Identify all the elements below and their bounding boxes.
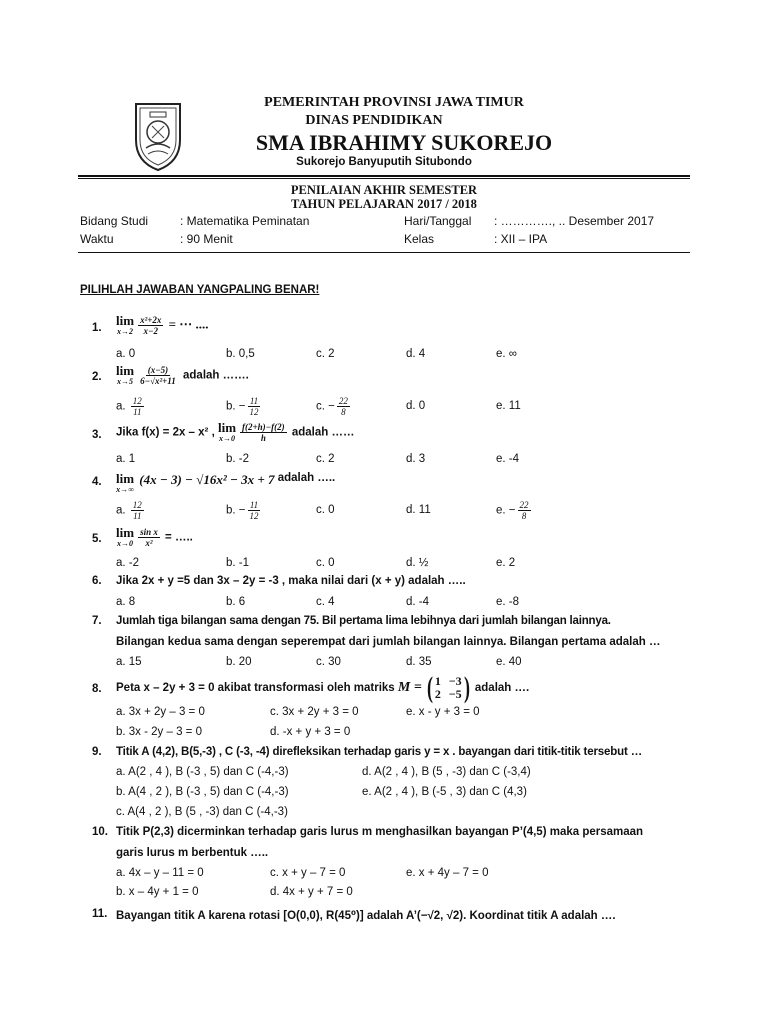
header-divider-thin xyxy=(78,178,690,179)
option-e[interactable]: e. x + 4y – 7 = 0 xyxy=(406,867,489,879)
option-b[interactable]: b. − $\frac{11}{12}$ xyxy=(226,396,259,417)
option-d[interactable]: d. ½ xyxy=(406,557,429,569)
option-e[interactable]: e. 11 xyxy=(496,400,521,412)
option-b[interactable]: b. A(4 , 2 ), B (-3 , 5) dan C (-4,-3) xyxy=(116,786,289,798)
option-e[interactable]: e. 40 xyxy=(496,656,522,668)
option-b[interactable]: b. − $\frac{11}{12}$ xyxy=(226,500,259,521)
question-10-line1: Titik P(2,3) dicerminkan terhadap garis lurus m menghasilkan bayangan P’(4,5) maka persamaan xyxy=(116,826,644,838)
info-divider xyxy=(78,252,690,253)
instruction: PILIHLAH JAWABAN YANGPALING BENAR! xyxy=(80,284,320,296)
option-a[interactable]: a. 15 xyxy=(116,656,142,668)
option-a[interactable]: a. 1 xyxy=(116,453,136,465)
option-e[interactable]: e. 2 xyxy=(496,557,516,569)
option-c[interactable]: c. − $\frac{22}{8}$ xyxy=(316,396,348,417)
option-d[interactable]: d. 11 xyxy=(406,504,431,516)
limit-fraction: $\frac{f(2+h)-f(2)}{h}$ xyxy=(242,422,285,443)
option-b[interactable]: b. 20 xyxy=(226,656,252,668)
question-2: lim x→5 $\frac{(x-5)}{\text{6−√x²+11}}$ adalah ……. xyxy=(116,363,249,386)
option-d[interactable]: d. A(2 , 4 ), B (5 , -3) dan C (-3,4) xyxy=(362,766,531,778)
date-value: : …………., .. Desember 2017 xyxy=(494,214,655,228)
limit-operator: lim x→∞ xyxy=(116,471,135,494)
option-a[interactable]: a. $\frac{12}{11}$ xyxy=(116,500,142,521)
question-number: 3. xyxy=(92,429,102,441)
header-department: DINAS PENDIDIKAN xyxy=(305,113,443,128)
date-label: Hari/Tanggal xyxy=(404,214,472,228)
limit-operator: lim x→0 xyxy=(217,420,237,443)
option-d[interactable]: d. -4 xyxy=(406,596,430,608)
header-divider xyxy=(78,175,690,177)
question-8: Peta x – 2y + 3 = 0 akibat transformasi oleh matriks M = ( 1 −3 2 −5 ) adalah …. xyxy=(116,671,530,704)
option-d[interactable]: d. 3 xyxy=(406,453,426,465)
option-c[interactable]: c. 0 xyxy=(316,504,335,516)
option-a[interactable]: a. -2 xyxy=(116,557,140,569)
time-label: Waktu xyxy=(80,232,114,246)
question-number: 1. xyxy=(92,322,102,334)
option-b[interactable]: b. 6 xyxy=(226,596,246,608)
option-d[interactable]: d. 4x + y + 7 = 0 xyxy=(270,886,353,898)
question-number: 4. xyxy=(92,476,102,488)
question-5: lim x→0 $\frac{\text{sin x}}{\text{x²}}$ = ….. xyxy=(116,525,193,548)
option-b[interactable]: b. 3x - 2y – 3 = 0 xyxy=(116,726,202,738)
option-e[interactable]: e. A(2 , 4 ), B (-5 , 3) dan C (4,3) xyxy=(362,786,527,798)
option-e[interactable]: e. x - y + 3 = 0 xyxy=(406,706,480,718)
question-11: Bayangan titik A karena rotasi [O(0,0), R(45⁰)] adalah A’(−√2, √2). Koordinat titik A adalah …. xyxy=(116,910,616,922)
header-government: PEMERINTAH PROVINSI JAWA TIMUR xyxy=(264,95,524,110)
limit-fraction: $\frac{\text{sin x}}{\text{x²}}$ xyxy=(140,527,158,548)
question-3: Jika f(x) = 2x – x² , lim x→0 $\frac{f(2+h)-f(2)}{h}$ adalah …… xyxy=(116,420,355,443)
question-number: 6. xyxy=(92,575,102,587)
option-a[interactable]: a. 3x + 2y – 3 = 0 xyxy=(116,706,205,718)
question-number: 11. xyxy=(92,908,108,920)
school-address: Sukorejo Banyuputih Situbondo xyxy=(296,156,472,168)
exam-year: TAHUN PELAJARAN 2017 / 2018 xyxy=(291,197,477,211)
option-d[interactable]: d. 4 xyxy=(406,348,426,360)
option-b[interactable]: b. 0,5 xyxy=(226,348,255,360)
option-e[interactable]: e. -4 xyxy=(496,453,520,465)
option-c[interactable]: c. 4 xyxy=(316,596,335,608)
option-c[interactable]: c. 30 xyxy=(316,656,341,668)
question-number: 9. xyxy=(92,746,102,758)
option-a[interactable]: a. 0 xyxy=(116,348,136,360)
option-d[interactable]: d. 0 xyxy=(406,400,426,412)
question-7-line1: Jumlah tiga bilangan sama dengan 75. Bil pertama lima lebihnya dari jumlah bilangan lainnya. xyxy=(116,615,611,627)
option-a[interactable]: a. 8 xyxy=(116,596,136,608)
class-value: : XII – IPA xyxy=(494,232,548,246)
class-label: Kelas xyxy=(404,232,435,246)
option-e[interactable]: e. − $\frac{22}{8}$ xyxy=(496,500,529,521)
option-c[interactable]: c. A(4 , 2 ), B (5 , -3) dan C (-4,-3) xyxy=(116,806,288,818)
limit-operator: lim x→2 xyxy=(116,313,135,336)
option-c[interactable]: c. 2 xyxy=(316,453,335,465)
option-c[interactable]: c. x + y – 7 = 0 xyxy=(270,867,346,879)
option-c[interactable]: c. 3x + 2y + 3 = 0 xyxy=(270,706,359,718)
time-value: : 90 Menit xyxy=(180,232,233,246)
transformation-matrix: ( 1 −3 2 −5 ) xyxy=(426,671,470,704)
option-a[interactable]: a. $\frac{12}{11}$ xyxy=(116,396,142,417)
question-4: lim x→∞ (4x − 3) − √16x² − 3x + 7 adalah ….. xyxy=(116,471,336,494)
question-10-line2: garis lurus m berbentuk ….. xyxy=(116,847,269,859)
option-e[interactable]: e. ∞ xyxy=(496,348,517,360)
question-number: 2. xyxy=(92,371,102,383)
subject-label: Bidang Studi xyxy=(80,214,149,228)
limit-fraction: $\frac{(x-5)}{\text{6−√x²+11}}$ xyxy=(140,365,176,386)
limit-fraction: $\frac{\text{x²+2x}}{x-2}$ xyxy=(140,315,162,336)
option-b[interactable]: b. -1 xyxy=(226,557,250,569)
question-number: 7. xyxy=(92,615,102,627)
option-a[interactable]: a. A(2 , 4 ), B (-3 , 5) dan C (-4,-3) xyxy=(116,766,289,778)
question-number: 5. xyxy=(92,533,102,545)
option-d[interactable]: d. 35 xyxy=(406,656,432,668)
question-number: 10. xyxy=(92,826,108,838)
limit-operator: lim x→0 xyxy=(116,525,135,548)
limit-operator: lim x→5 xyxy=(116,363,135,386)
question-1: lim x→2 $\frac{\text{x²+2x}}{x-2}$ = ⋯ .... xyxy=(116,313,209,336)
question-6: Jika 2x + y =5 dan 3x – 2y = -3 , maka nilai dari (x + y) adalah ….. xyxy=(116,575,466,587)
option-c[interactable]: c. 0 xyxy=(316,557,335,569)
question-7-line2: Bilangan kedua sama dengan seperempat dari jumlah bilangan lainnya. Bilangan pertama adalah … xyxy=(116,636,661,648)
option-d[interactable]: d. -x + y + 3 = 0 xyxy=(270,726,351,738)
option-c[interactable]: c. 2 xyxy=(316,348,335,360)
exam-title: PENILAIAN AKHIR SEMESTER xyxy=(290,183,478,197)
option-b[interactable]: b. -2 xyxy=(226,453,250,465)
subject-value: : Matematika Peminatan xyxy=(180,214,310,228)
question-9: Titik A (4,2), B(5,-3) , C (-3, -4) direfleksikan terhadap garis y = x . bayangan dari titik-titik tersebut … xyxy=(116,746,643,758)
question-number: 8. xyxy=(92,683,102,695)
option-a[interactable]: a. 4x – y – 11 = 0 xyxy=(116,867,204,879)
option-b[interactable]: b. x – 4y + 1 = 0 xyxy=(116,886,199,898)
option-e[interactable]: e. -8 xyxy=(496,596,520,608)
school-name: SMA IBRAHIMY SUKOREJO xyxy=(255,130,553,155)
